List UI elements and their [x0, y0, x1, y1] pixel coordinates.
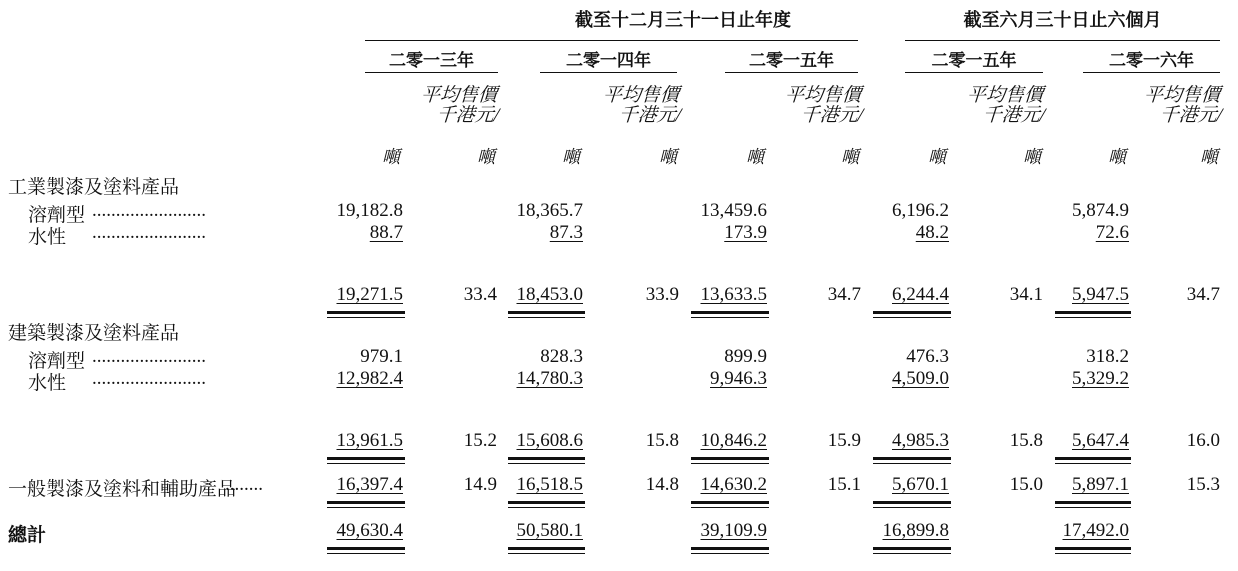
double-underline — [691, 311, 769, 318]
qty-cell: 12,982.4 — [336, 368, 403, 389]
double-underline — [1055, 547, 1131, 554]
price-header-line1: 平均售價 — [420, 85, 498, 106]
subtotal-qty: 15,608.6 — [516, 430, 583, 451]
qty-cell: 899.9 — [724, 346, 767, 367]
qty-header-unit: 噸 — [746, 147, 764, 167]
qty-header-unit: 噸 — [382, 147, 400, 167]
double-underline — [508, 311, 585, 318]
general-price: 15.0 — [1009, 474, 1043, 495]
price-header-line2: 千港元/ — [435, 105, 500, 126]
subtotal-price: 15.2 — [463, 430, 497, 451]
double-underline — [873, 547, 951, 554]
price-header-line2: 千港元/ — [1158, 105, 1223, 126]
double-underline — [691, 501, 769, 508]
general-qty: 16,518.5 — [516, 474, 583, 495]
subtotal-price: 15.8 — [1009, 430, 1043, 451]
general-qty: 16,397.4 — [336, 474, 403, 495]
year-header: 二零一三年 — [389, 51, 474, 71]
section-title: 工業製漆及塗料產品 — [8, 177, 180, 198]
row-label: 溶劑型 — [28, 205, 86, 226]
double-underline — [1055, 457, 1131, 464]
leader-dots: ........ — [225, 474, 263, 495]
price-header-line1: 平均售價 — [602, 85, 680, 106]
subtotal-qty: 5,947.5 — [1072, 284, 1129, 305]
price-header-unit: 噸 — [841, 147, 859, 167]
double-underline — [508, 547, 585, 554]
subtotal-qty: 4,985.3 — [892, 430, 949, 451]
year-rule — [725, 72, 858, 73]
total-qty: 17,492.0 — [1062, 520, 1129, 541]
subtotal-price: 34.7 — [1186, 284, 1220, 305]
group-header-annual: 截至十二月三十一日止年度 — [575, 10, 791, 31]
double-underline — [691, 547, 769, 554]
general-qty: 14,630.2 — [700, 474, 767, 495]
qty-cell: 173.9 — [724, 222, 767, 243]
subtotal-price: 33.4 — [463, 284, 497, 305]
double-underline — [508, 501, 585, 508]
subtotal-price: 34.1 — [1009, 284, 1043, 305]
qty-header-unit: 噸 — [928, 147, 946, 167]
row-label: 溶劑型 — [28, 351, 86, 372]
group-header-interim: 截至六月三十日止六個月 — [963, 10, 1162, 31]
price-header-unit: 噸 — [1023, 147, 1041, 167]
qty-header-unit: 噸 — [1108, 147, 1126, 167]
group-rule-interim — [905, 40, 1220, 41]
general-price: 14.9 — [463, 474, 497, 495]
qty-cell: 828.3 — [540, 346, 583, 367]
qty-cell: 72.6 — [1095, 222, 1129, 243]
general-label: 一般製漆及塗料和輔助產品 — [8, 479, 237, 500]
double-underline — [873, 311, 951, 318]
qty-cell: 9,946.3 — [710, 368, 767, 389]
subtotal-qty: 13,633.5 — [700, 284, 767, 305]
subtotal-qty: 18,453.0 — [516, 284, 583, 305]
subtotal-qty: 19,271.5 — [336, 284, 403, 305]
price-header-line1: 平均售價 — [966, 85, 1044, 106]
price-header-line2: 千港元/ — [617, 105, 682, 126]
subtotal-price: 34.7 — [827, 284, 861, 305]
qty-header-unit: 噸 — [562, 147, 580, 167]
subtotal-price: 15.8 — [645, 430, 679, 451]
double-underline — [327, 311, 405, 318]
price-header-unit: 噸 — [1200, 147, 1218, 167]
leader-dots: ........................ — [92, 200, 206, 221]
qty-cell: 13,459.6 — [700, 200, 767, 221]
subtotal-qty: 13,961.5 — [336, 430, 403, 451]
subtotal-qty: 6,244.4 — [892, 284, 949, 305]
leader-dots: ........................ — [92, 368, 206, 389]
year-header: 二零一六年 — [1109, 51, 1194, 71]
year-rule — [540, 72, 677, 73]
general-price: 15.3 — [1186, 474, 1220, 495]
double-underline — [327, 547, 405, 554]
section-title: 建築製漆及塗料產品 — [8, 323, 180, 344]
price-header-line2: 千港元/ — [799, 105, 864, 126]
qty-cell: 979.1 — [360, 346, 403, 367]
year-header: 二零一五年 — [749, 51, 834, 71]
subtotal-price: 16.0 — [1186, 430, 1220, 451]
year-header: 二零一五年 — [931, 51, 1017, 71]
total-label: 總計 — [8, 524, 47, 546]
leader-dots: ........................ — [92, 222, 206, 243]
year-rule — [905, 72, 1043, 73]
qty-cell: 476.3 — [906, 346, 949, 367]
qty-cell: 19,182.8 — [336, 200, 403, 221]
double-underline — [327, 501, 405, 508]
qty-cell: 5,329.2 — [1072, 368, 1129, 389]
subtotal-qty: 10,846.2 — [700, 430, 767, 451]
price-header-unit: 噸 — [659, 147, 677, 167]
leader-dots: ........................ — [92, 346, 206, 367]
subtotal-qty: 5,647.4 — [1072, 430, 1129, 451]
price-header-line2: 千港元/ — [981, 105, 1046, 126]
group-rule-annual — [365, 40, 858, 41]
total-qty: 49,630.4 — [336, 520, 403, 541]
double-underline — [508, 457, 585, 464]
qty-cell: 5,874.9 — [1072, 200, 1129, 221]
double-underline — [691, 457, 769, 464]
year-header: 二零一四年 — [566, 51, 651, 71]
qty-cell: 87.3 — [549, 222, 583, 243]
qty-cell: 14,780.3 — [516, 368, 583, 389]
price-header-unit: 噸 — [477, 147, 495, 167]
qty-cell: 4,509.0 — [892, 368, 949, 389]
general-price: 14.8 — [645, 474, 679, 495]
qty-cell: 88.7 — [369, 222, 403, 243]
subtotal-price: 15.9 — [827, 430, 861, 451]
double-underline — [1055, 311, 1131, 318]
qty-cell: 318.2 — [1086, 346, 1129, 367]
row-label: 水性 — [28, 227, 67, 248]
general-price: 15.1 — [827, 474, 861, 495]
double-underline — [873, 457, 951, 464]
qty-cell: 18,365.7 — [516, 200, 583, 221]
qty-cell: 48.2 — [915, 222, 949, 243]
price-header-line1: 平均售價 — [784, 85, 862, 106]
total-qty: 16,899.8 — [882, 520, 949, 541]
subtotal-price: 33.9 — [645, 284, 679, 305]
qty-cell: 6,196.2 — [892, 200, 949, 221]
year-rule — [1083, 72, 1220, 73]
general-qty: 5,897.1 — [1072, 474, 1129, 495]
row-label: 水性 — [28, 373, 67, 394]
year-rule — [365, 72, 498, 73]
total-qty: 50,580.1 — [516, 520, 583, 541]
double-underline — [873, 501, 951, 508]
price-header-line1: 平均售價 — [1143, 85, 1221, 106]
general-qty: 5,670.1 — [892, 474, 949, 495]
double-underline — [327, 457, 405, 464]
total-qty: 39,109.9 — [700, 520, 767, 541]
double-underline — [1055, 501, 1131, 508]
